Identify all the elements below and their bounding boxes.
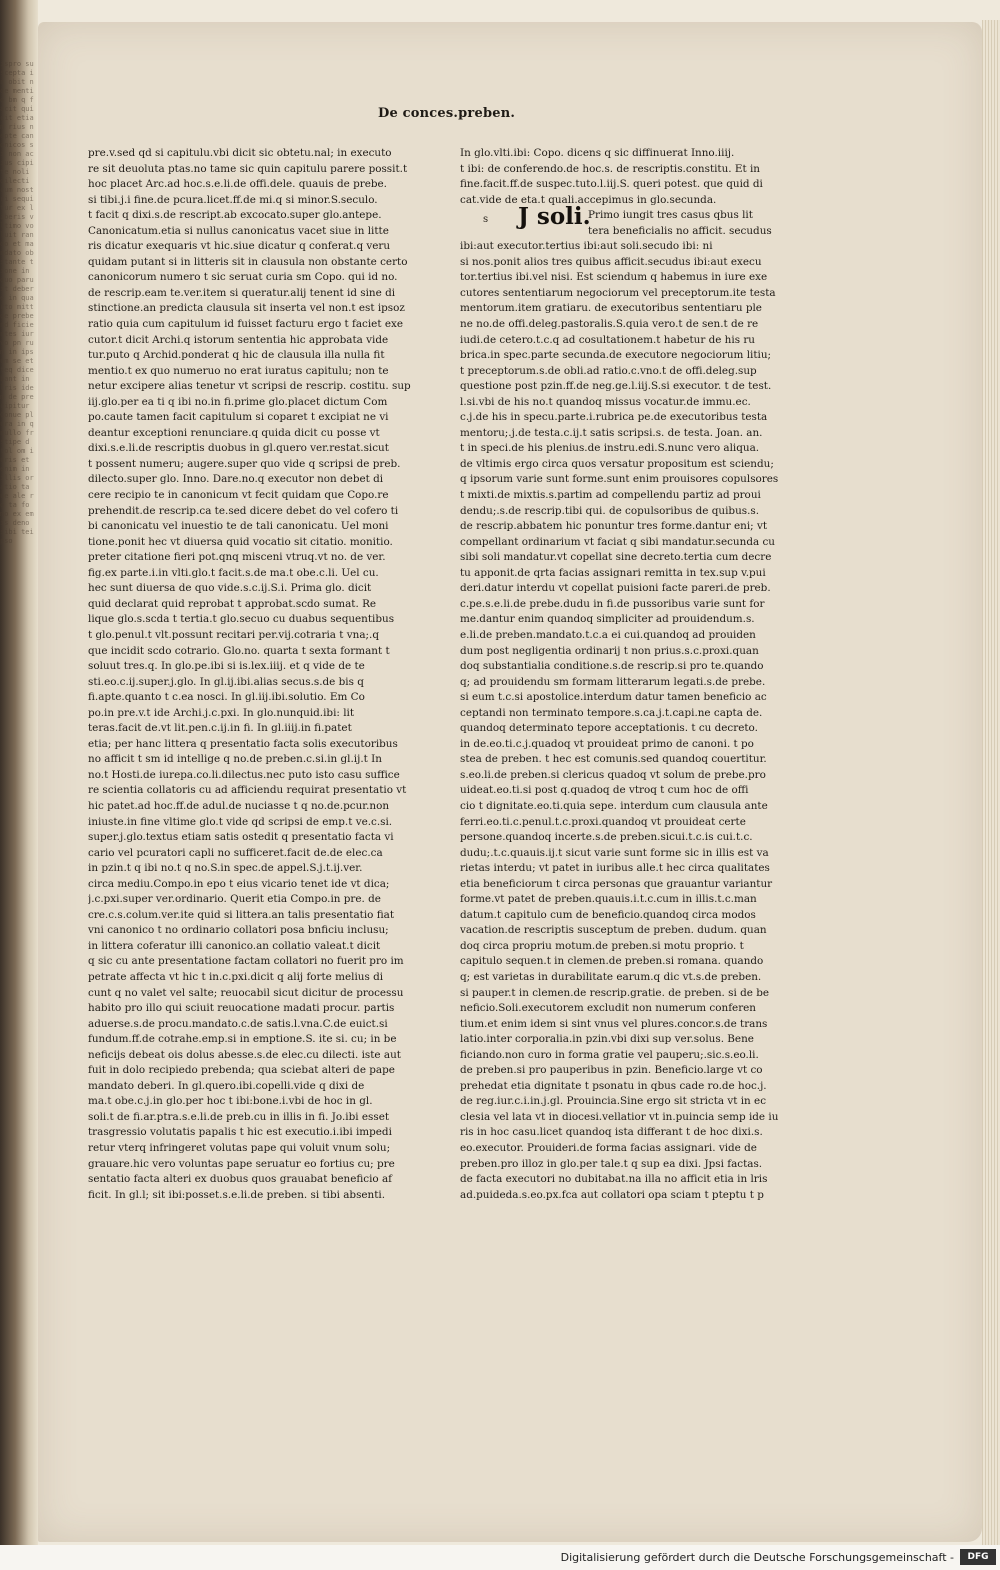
text-line: clesia vel lata vt in diocesi.vellatior vt in.puincia semp ide iu — [460, 1110, 779, 1123]
text-line: habito pro illo qui sciuit reuocatione madati procur. partis — [88, 1002, 395, 1015]
text-line: petrate affecta vt hic t in.c.pxi.dicit q alij forte melius di — [88, 970, 384, 983]
text-line: preter citatione fieri pot.qnq misceni vtruq.vt no. de ver. — [88, 551, 386, 564]
text-line: tor.tertius ibi.vel nisi. Est sciendum q habemus in iure exe — [460, 271, 768, 284]
text-line: po.caute tamen facit capitulum si coparet t excipiat ne vi — [88, 411, 389, 424]
text-line: cutor.t dicit Archi.q istorum sententia hic approbata vide — [88, 333, 389, 346]
text-line: soluut tres.q. In glo.pe.ibi si is.lex.iiij. et q vide de te — [88, 660, 365, 673]
text-line: me.dantur enim quandoq simpliciter ad prouidendum.s. — [460, 613, 755, 626]
text-line: si pauper.t in clemen.de rescrip.gratie. de preben. si de be — [460, 986, 770, 999]
text-line: ris dicatur exequaris vt hic.siue dicatur q conferat.q veru — [88, 240, 391, 253]
text-line: de preben.si pro pauperibus in pzin. Beneficio.large vt co — [460, 1064, 763, 1077]
text-line: fundum.ff.de cotrahe.emp.si in emptione.S. ite si. cu; in be — [88, 1033, 397, 1046]
text-line: de rescrip.abbatem hic ponuntur tres forme.dantur eni; vt — [460, 520, 768, 533]
text-line: etia; per hanc littera q presentatio facta solis executoribus — [88, 737, 398, 750]
text-line: ferri.eo.ti.c.penul.t.c.proxi.quandoq vt prouideat certe — [460, 815, 746, 828]
text-line: cutores sententiarum negociorum vel preceptorum.ite testa — [460, 286, 776, 299]
text-line: c.j.de his in specu.parte.i.rubrica pe.de executoribus testa — [460, 411, 768, 424]
text-line: t ibi: de conferendo.de hoc.s. de rescriptis.constitu. Et in — [460, 162, 760, 175]
text-line: aduerse.s.de procu.mandato.c.de satis.l.vna.C.de euict.si — [88, 1017, 388, 1030]
text-line: grauare.hic vero voluntas pape seruatur eo fortius cu; pre — [88, 1157, 395, 1170]
text-line: tu apponit.de qrta facias assignari remitta in tex.sup v.pui — [460, 566, 766, 579]
text-line: t in speci.de his plenius.de instru.edi.S.nunc vero aliqua. — [460, 442, 760, 455]
text-line: fuit in dolo recipiedo prebenda; qua sciebat alteri de pape — [88, 1064, 395, 1077]
initial-lines — [460, 208, 810, 239]
text-line: t preceptorum.s.de obli.ad ratio.c.vno.t de offi.deleg.sup — [460, 364, 757, 377]
text-line: si tibi.j.i fine.de pcura.licet.ff.de mi.q si minor.S.seculo. — [88, 193, 378, 206]
text-line: bi canonicatu vel inuestio te de tali canonicatu. Uel moni — [88, 520, 389, 533]
text-line: de vltimis ergo circa quos versatur propositum est sciendu; — [460, 457, 774, 470]
dfg-logo: DFG — [960, 1549, 996, 1565]
text-line: latio.inter corporalia.in pzin.vbi dixi sup ver.solus. Bene — [460, 1033, 754, 1046]
text-line: eo.executor. Prouideri.de forma facias assignari. vide de — [460, 1142, 757, 1154]
text-line: brica.in spec.parte secunda.de executore negociorum litiu; — [460, 349, 772, 362]
text-line: cunt q no valet vel salte; reuocabil sicut dicitur de processu — [88, 986, 404, 999]
running-head: De conces.preben. — [378, 106, 516, 121]
text-line: de reg.iur.c.i.in.j.gl. Prouincia.Sine ergo sit stricta vt in ec — [460, 1095, 767, 1108]
text-line: ma.t obe.c.j.in glo.per hoc t ibi:bone.i.vbi de hoc in gl. — [88, 1095, 373, 1108]
text-line: t glo.penul.t vlt.possunt recitari per.vij.cotraria t vna;.q — [88, 628, 379, 641]
text-line: neficijs debeat ois dolus abesse.s.de elec.cu dilecti. iste aut — [88, 1048, 401, 1061]
text-line: stinctione.an predicta clausula sit inserta vel non.t est ipsoz — [88, 302, 405, 315]
text-line: prehedat etia dignitate t psonatu in qbus cade ro.de hoc.j. — [460, 1079, 767, 1092]
text-line: capitulo sequen.t in clemen.de preben.si romana. quando — [460, 955, 764, 968]
drop-initial: J soli. — [518, 203, 591, 231]
text-line: ratio quia cum capitulum id fuisset facturu ergo t faciet exe — [88, 318, 403, 331]
text-line: cere recipio te in canonicum vt fecit quidam que Copo.re — [88, 489, 389, 502]
text-line: fi.apte.quanto t c.ea nosci. In gl.iij.ibi.solutio. Em Co — [88, 691, 365, 704]
text-line: q sic cu ante presentatione factam collatori no fuerit pro im — [88, 955, 404, 968]
text-line: questione post pzin.ff.de neg.ge.l.iij.S.si executor. t de test. — [460, 380, 772, 393]
initial-paragraph — [460, 203, 810, 239]
text-line: no.t Hosti.de iurepa.co.li.dilectus.nec puto isto casu suffice — [88, 768, 400, 781]
text-line: netur excipere alias tenetur vt scripsi de rescrip. costitu. sup — [88, 380, 411, 393]
footer-credit: Digitalisierung gefördert durch die Deutsche Forschungsgemeinschaft - — [560, 1551, 954, 1564]
text-line: q; ad prouidendu sm formam litterarum legati.s.de prebe. — [460, 675, 766, 688]
text-line: dum post negligentia ordinarij t non prius.s.c.proxi.quan — [460, 644, 759, 657]
text-line: deantur exceptioni renunciare.q quida dicit cu posse vt — [88, 426, 380, 439]
text-line: pre.v.sed qd si capitulu.vbi dicit sic obtetu.nal; in executo — [88, 147, 392, 159]
text-line: mentio.t ex quo numeruo no erat iuratus capitulu; non te — [88, 364, 389, 377]
text-line: cio t dignitate.eo.ti.quia sepe. interdum cum clausula ante — [460, 799, 768, 812]
text-line: teras.facit de.vt lit.pen.c.ij.in fi. In gl.iiij.in fi.patet — [88, 722, 352, 735]
text-line: trasgressio volutatis papalis t hic est executio.i.ibi impedi — [88, 1126, 392, 1139]
text-line: fine.facit.ff.de suspec.tuto.l.iij.S. queri potest. que quid di — [460, 178, 763, 191]
digitization-footer — [0, 1545, 1000, 1570]
text-line: s.eo.li.de preben.si clericus quadoq vt solum de prebe.pro — [460, 768, 766, 781]
text-line: de facta executori no dubitabat.na illa no afficit etia in lris — [460, 1173, 768, 1186]
text-line: stea de preben. t hec est comunis.sed quandoq couertitur. — [460, 753, 767, 766]
text-line: quidam putant si in litteris sit in clausula non obstante certo — [88, 255, 408, 268]
text-line: ficiando.non curo in forma gratie vel pauperu;.sic.s.eo.li. — [460, 1048, 759, 1061]
text-line: doq substantialia conditione.s.de rescrip.si pro te.quando — [460, 660, 764, 673]
text-line: mentorum.item gratiaru. de executoribus sententiaru ple — [460, 302, 762, 315]
text-line: de rescrip.eam te.ver.item si queratur.alij tenent id sine di — [88, 286, 396, 299]
text-line: l.si.vbi de his no.t quandoq missus vocatur.de immu.ec. — [460, 395, 751, 408]
text-line: datum.t capitulo cum de beneficio.quandoq circa modos — [460, 908, 756, 921]
text-line: t possent numeru; augere.super quo vide q scripsi de preb. — [88, 457, 401, 470]
text-line: in de.eo.ti.c.j.quadoq vt prouideat primo de canoni. t po — [460, 737, 754, 750]
text-line: rietas interdu; vt patet in iuribus alle.t hec circa qualitates — [460, 862, 770, 875]
text-line: quid declarat quid reprobat t approbat.scdo sumat. Re — [88, 597, 377, 610]
text-line: uideat.eo.ti.si post q.quadoq de vtroq t cum hoc de offi — [460, 784, 749, 797]
text-line: doq circa propriu motum.de preben.si motu proprio. t — [460, 939, 744, 952]
text-line: ris in hoc casu.licet quandoq ista differant t de hoc dixi.s. — [460, 1126, 763, 1139]
text-line: ceptandi non terminato tempore.s.ca.j.t.capi.ne capta de. — [460, 706, 763, 719]
text-line: forme.vt patet de preben.quauis.i.t.c.cum in illis.t.c.man — [460, 893, 757, 906]
section-mark: s — [483, 214, 489, 226]
text-line: compellant ordinarium vt faciat q sibi mandatur.secunda cu — [460, 535, 775, 548]
text-line: po.in pre.v.t ide Archi.j.c.pxi. In glo.nunquid.ibi: lit — [88, 706, 355, 719]
text-line: in littera coferatur illi canonico.an collatio valeat.t dicit — [88, 939, 381, 952]
text-line: vacation.de rescriptis susceptum de preben. dudum. quan — [460, 924, 767, 937]
text-line: iudi.de cetero.t.c.q ad cosultationem.t habetur de his ru — [460, 333, 755, 346]
text-line: no afficit t sm id intellige q no.de preben.c.si.in gl.ij.t In — [88, 753, 382, 766]
text-line: ne no.de offi.deleg.pastoralis.S.quia vero.t de sen.t de re — [460, 318, 759, 331]
text-line: retur vterq infringeret volutas pape qui voluit vnum solu; — [88, 1142, 391, 1154]
text-line: prehendit.de rescrip.ca te.sed dicere debet do vel cofero ti — [88, 504, 399, 517]
text-line: deri.datur interdu vt copellat puisioni facte pareri.de preb. — [460, 582, 771, 595]
text-line: iij.glo.per ea ti q ibi no.in fi.prime glo.placet dictum Com — [88, 395, 388, 408]
text-line: persone.quandoq incerte.s.de preben.sicui.t.c.is cui.t.c. — [460, 831, 753, 844]
text-line: neficio.Soli.executorem excludit non numerum conferen — [460, 1002, 756, 1015]
text-line: iniuste.in fine vltime glo.t vide qd scripsi de emp.t ve.c.si. — [88, 815, 393, 828]
text-line: re scientia collatoris cu ad afficiendu requirat presentatio vt — [88, 784, 407, 797]
text-line: q; est varietas in durabilitate earum.q dic vt.s.de preben. — [460, 970, 762, 983]
text-line: lique glo.s.scda t tertia.t glo.secuo cu duabus sequentibus — [88, 613, 395, 626]
text-line: si nos.ponit alios tres quibus afficit.secudus ibi:aut execu — [460, 255, 762, 268]
text-line: preben.pro illoz in glo.per tale.t q sup ea dixi. Jpsi factas. — [460, 1157, 763, 1170]
text-line: circa mediu.Compo.in epo t eius vicario tenet ide vt dica; — [88, 877, 390, 890]
text-line: t facit q dixi.s.de rescript.ab excocato.super glo.antepe. — [88, 209, 382, 222]
text-line: ficit. In gl.l; sit ibi:posset.s.e.li.de preben. si tibi absenti. — [88, 1188, 386, 1201]
text-line: t mixti.de mixtis.s.partim ad compellendu partiz ad proui — [460, 489, 761, 502]
text-line: cario vel pcuratori capli no sufficeret.facit de.de elec.ca — [88, 846, 383, 859]
text-line: sibi soli mandatur.vt copellat sine decreto.tertia cum decre — [460, 551, 772, 564]
text-line: hec sunt diuersa de quo vide.s.c.ij.S.i. Prima glo. dicit — [88, 582, 372, 595]
text-line: fig.ex parte.i.in vlti.glo.t facit.s.de ma.t obe.c.li. Uel cu. — [88, 566, 379, 579]
right-column-opening — [460, 146, 810, 208]
text-line: tium.et enim idem si sint vnus vel plures.concor.s.de trans — [460, 1017, 768, 1030]
text-line: j.c.pxi.super ver.ordinario. Querit etia Compo.in pre. de — [88, 893, 381, 906]
text-line: sti.eo.c.ij.super.j.glo. In gl.ij.ibi.alias secus.s.de bis q — [88, 675, 364, 688]
text-line: In glo.vlti.ibi: Copo. dicens q sic diffinuerat Inno.iiij. — [460, 147, 735, 159]
text-line: tur.puto q Archid.ponderat q hic de clausula illa nulla fit — [88, 349, 385, 362]
text-line: Canonicatum.etia si nullus canonicatus vacet siue in litte — [88, 224, 389, 237]
text-line: sentatio facta alteri ex duobus quos grauabat beneficio af — [88, 1173, 393, 1186]
text-line: soli.t de fi.ar.ptra.s.e.li.de preb.cu in illis in fi. Jo.ibi esset — [88, 1110, 390, 1123]
text-line: dilecto.super glo. Inno. Dare.no.q executor non debet di — [88, 473, 384, 486]
text-line: tera beneficialis no afficit. secudus — [588, 224, 772, 237]
text-line: super.j.glo.textus etiam satis ostedit q presentatio facta vi — [88, 831, 394, 844]
text-line: ad.puideda.s.eo.px.fca aut collatori opa sciam t pteptu t p — [460, 1188, 764, 1201]
facing-page-edge-text: ispro suscepta in obit nde mentio bm q facit qui cit etiam rius nepte canonicos si non ac ius cipite noli dilecti cum nostri sequitur ex liberis vltimo voluit rando et mandato obstante tione in quo paruit debere in quarto mitt de prebend ficientes iur vo pn rum in ipsum se et teq dicebant in lris idem de precipitur Conue plura in q nullo fr stipe d tol om iuris et enim in illis oratio ta ue ale ro ta fo mo ex emis deno sibi teipso — [0, 60, 34, 545]
page-fore-edge — [982, 20, 1000, 1545]
text-line: mentoru;.j.de testa.c.ij.t satis scripsi.s. de testa. Joan. an. — [460, 426, 763, 439]
text-line: dendu;.s.de rescrip.tibi qui. de copulsoribus de quibus.s. — [460, 504, 760, 517]
text-line: re sit deuoluta ptas.no tame sic quin capitulu parere possit.t — [88, 162, 408, 175]
text-line: in pzin.t q ibi no.t q no.S.in spec.de appel.S.j.t.ij.ver. — [88, 862, 363, 875]
text-line: Primo iungit tres casus qbus lit — [588, 209, 753, 222]
text-line: e.li.de preben.mandato.t.c.a ei cui.quandoq ad prouiden — [460, 628, 756, 641]
text-line: dixi.s.e.li.de rescriptis duobus in gl.quero ver.restat.sicut — [88, 442, 389, 455]
text-line: canonicorum numero t sic seruat curia sm Copo. qui id no. — [88, 271, 398, 284]
text-line: si eum t.c.si apostolice.interdum datur tamen beneficio ac — [460, 691, 767, 704]
text-line: ibi:aut executor.tertius ibi:aut soli.secudo ibi: ni — [460, 240, 713, 253]
left-text-column — [88, 146, 438, 1203]
text-line: que incidit scdo cotrario. Glo.no. quarta t sexta formant t — [88, 644, 390, 657]
text-line: dudu;.t.c.quauis.ij.t sicut varie sunt forme sic in illis est va — [460, 846, 769, 859]
text-line: q ipsorum varie sunt forme.sunt enim prouisores copulsores — [460, 473, 779, 486]
text-line: hic patet.ad hoc.ff.de adul.de nuciasse t q no.de.pcur.non — [88, 799, 390, 812]
right-text-column — [460, 146, 810, 1203]
text-line: vni canonico t no ordinario collatori posa bnficiu inclusu; — [88, 924, 389, 937]
text-line: quandoq determinato tepore acceptationis. t cu decreto. — [460, 722, 758, 735]
text-line: c.pe.s.e.li.de prebe.dudu in fi.de pussoribus varie sunt for — [460, 597, 765, 610]
text-line: mandato deberi. In gl.quero.ibi.copelli.vide q dixi de — [88, 1079, 365, 1092]
text-line: etia beneficiorum t circa personas que grauantur variantur — [460, 877, 773, 890]
text-line: cat.vide de eta.t quali.accepimus in glo.secunda. — [460, 193, 717, 206]
text-line: cre.c.s.colum.ver.ite quid si littera.an talis presentatio fiat — [88, 908, 395, 921]
text-line: hoc placet Arc.ad hoc.s.e.li.de offi.dele. quauis de prebe. — [88, 178, 387, 191]
right-column-body — [460, 239, 810, 1203]
text-line: tione.ponit hec vt diuersa quid vocatio sit citatio. monitio. — [88, 535, 393, 548]
